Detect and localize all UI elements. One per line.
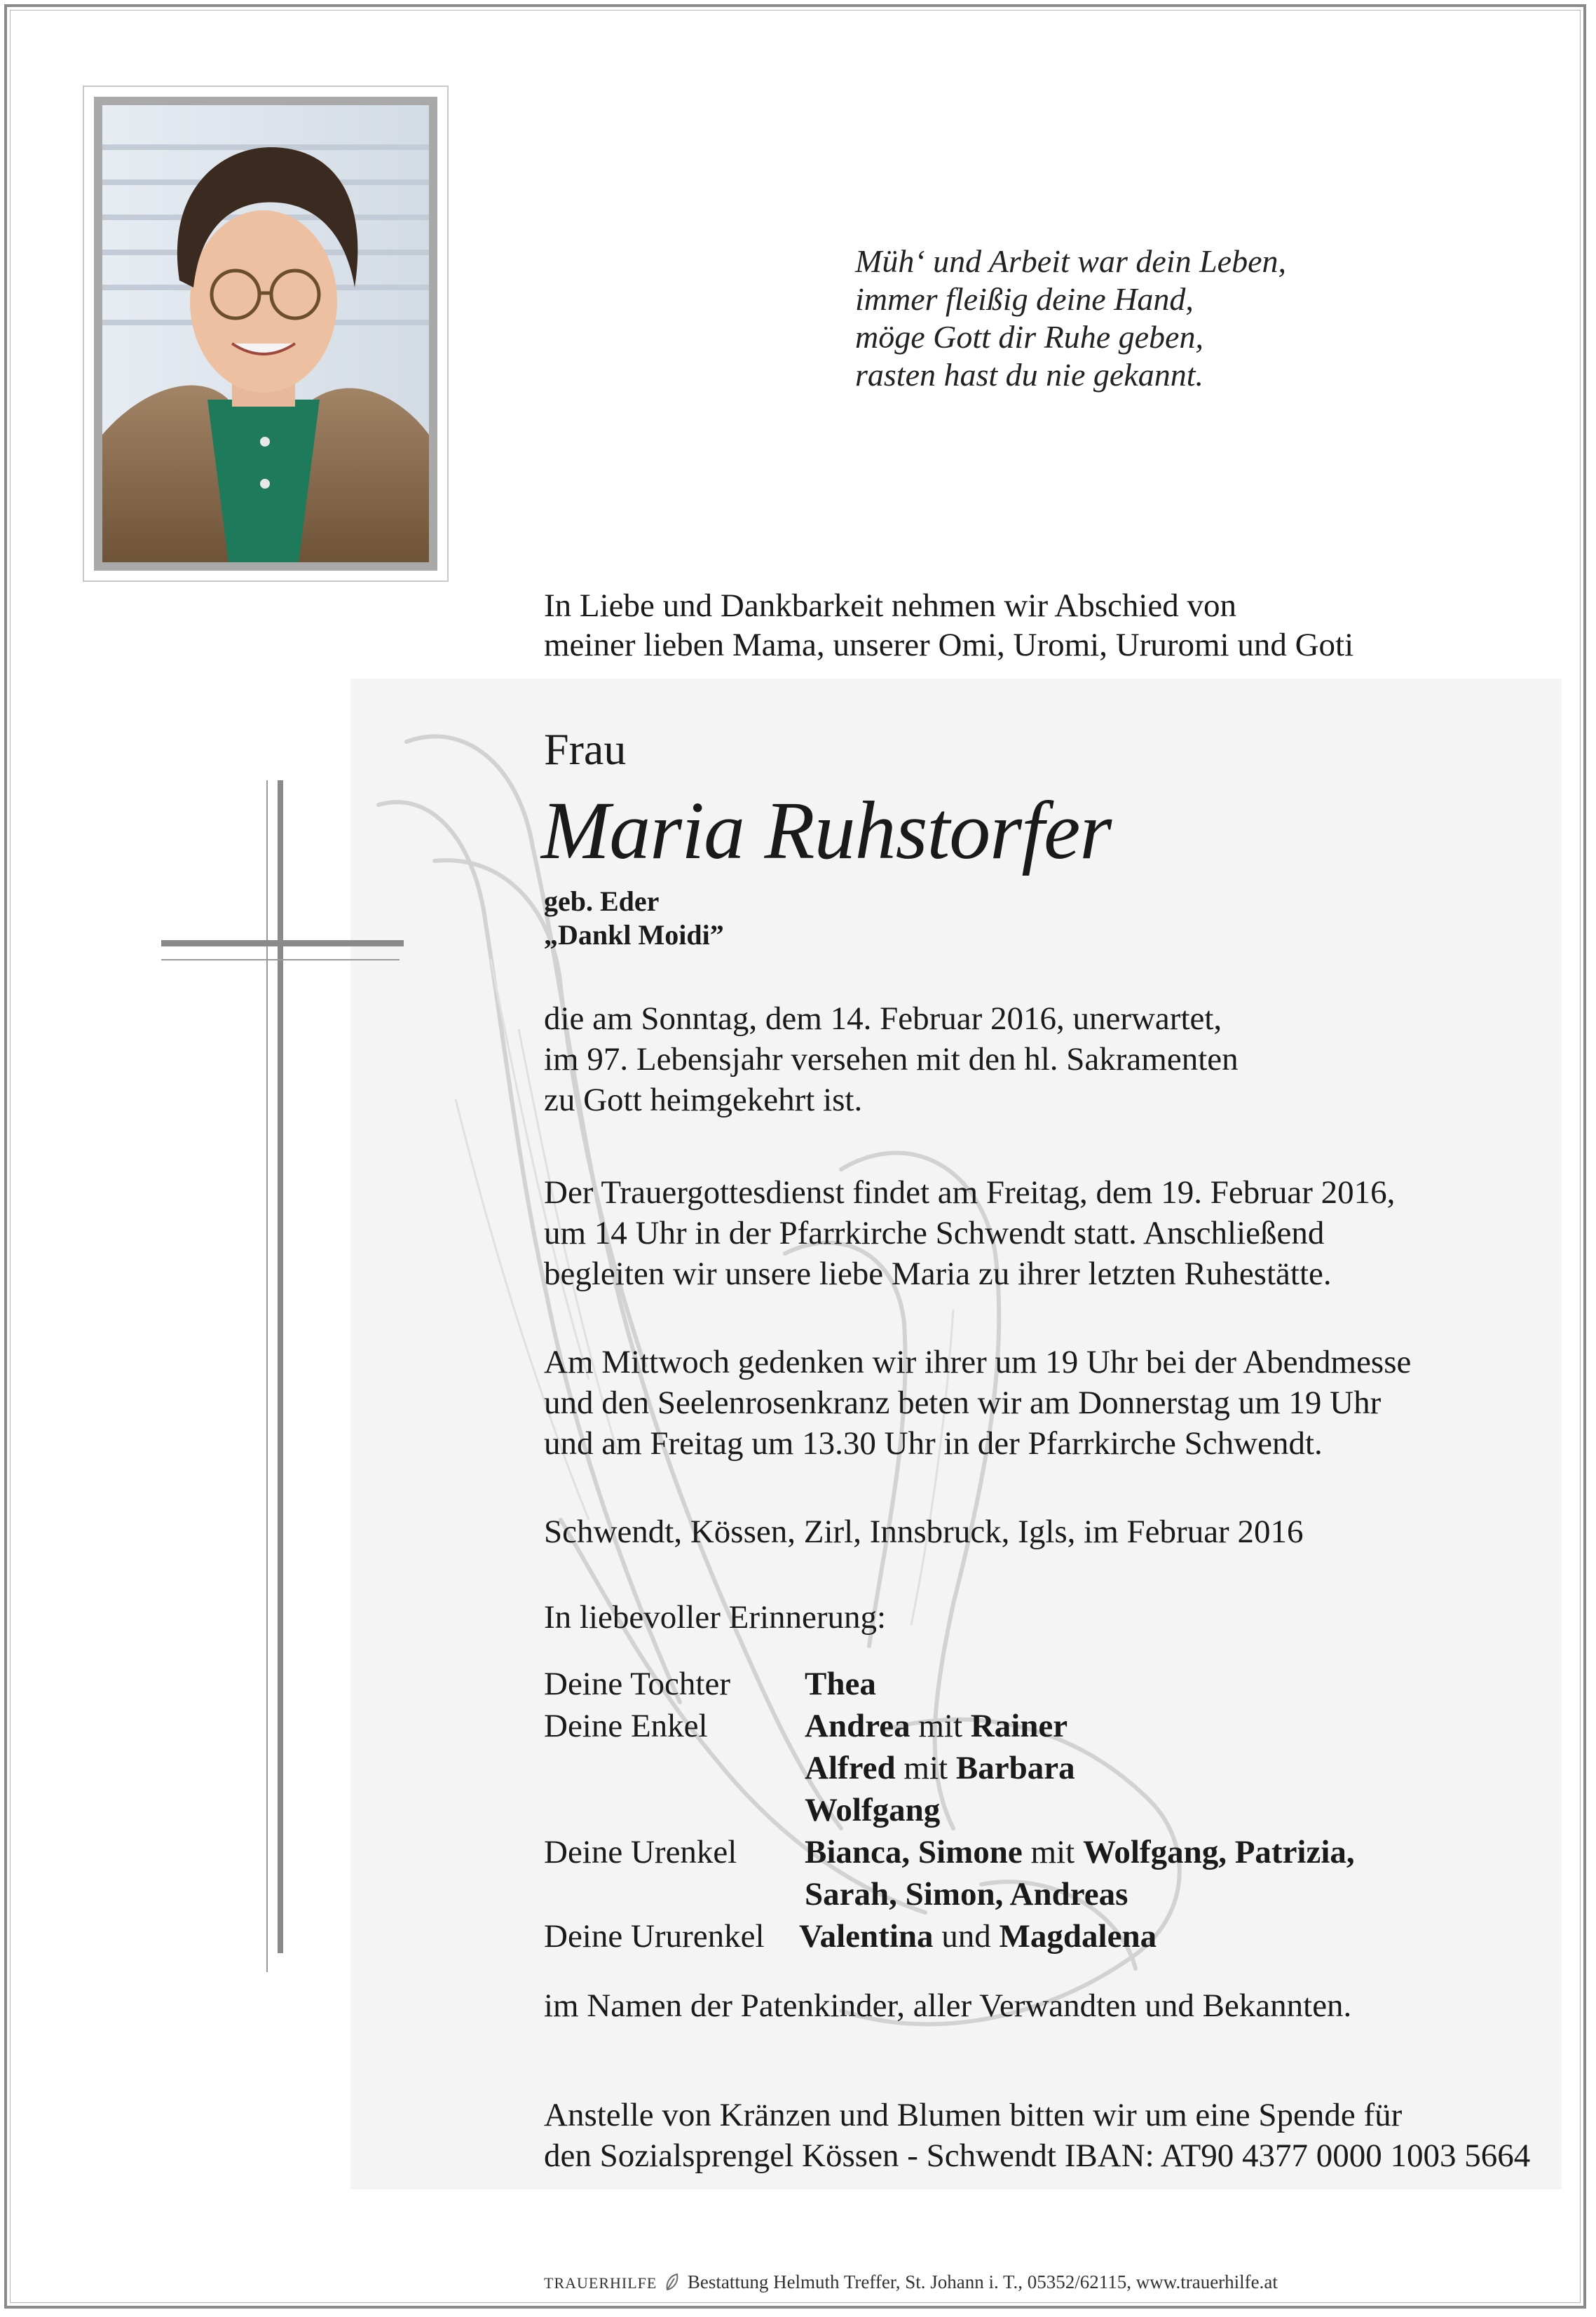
death-line: im 97. Lebensjahr versehen mit den hl. Sakramenten [544,1041,1239,1078]
intro-text [544,586,1353,665]
intro-line: In Liebe und Dankbarkeit nehmen wir Abschied von [544,587,1237,624]
poem [855,243,1286,394]
family-name: Bianca, Simone [805,1834,1023,1870]
death-line: zu Gott heimgekehrt ist. [544,1082,863,1118]
cross-horizontal-bar [161,940,404,946]
leaf-icon [664,2273,680,2291]
prayers-line: Am Mittwoch gedenken wir ihrer um 19 Uhr bei der Abendmesse [544,1344,1412,1380]
intro-line: meiner lieben Mama, unserer Omi, Uromi, Ururomi und Goti [544,627,1354,663]
place-date: Schwendt, Kössen, Zirl, Innsbruck, Igls, im Februar 2016 [544,1514,1304,1550]
relation-label: Deine Urenkel [544,1834,737,1870]
donation-paragraph [544,2095,1530,2176]
prayers-paragraph [544,1342,1411,1464]
donation-line: Anstelle von Kränzen und Blumen bitten wir um eine Spende für [544,2097,1403,2133]
prayers-line: und den Seelenrosenkranz beten wir am Donnerstag um 19 Uhr [544,1385,1382,1421]
connector: mit [1030,1834,1075,1870]
prayers-line: und am Freitag um 13.30 Uhr in der Pfarrkirche Schwendt. [544,1425,1323,1462]
donation-line: den Sozialsprengel Kössen - Schwendt IBAN: AT90 4377 0000 1003 5664 [544,2138,1531,2174]
death-line: die am Sonntag, dem 14. Februar 2016, unerwartet, [544,1000,1222,1037]
death-paragraph [544,998,1239,1120]
poem-line: möge Gott dir Ruhe geben, [855,319,1203,355]
cross-horizontal-thin [161,959,400,960]
family-name: Sarah, Simon, Andreas [805,1876,1128,1912]
family-name: Wolfgang, Patrizia, [1082,1834,1355,1870]
family-name: Magdalena [999,1918,1157,1955]
family-name: Valentina [799,1918,934,1955]
deceased-title: Frau [544,724,627,774]
family-name: Thea [805,1666,876,1702]
family-name: Andrea [805,1708,910,1744]
deceased-details [544,885,724,952]
memory-label: In liebevoller Erinnerung: [544,1599,887,1636]
portrait-mat [94,97,437,571]
family-name: Alfred [805,1750,896,1786]
relation-label: Deine Enkel [544,1708,708,1744]
family-name: Barbara [955,1750,1075,1786]
connector: mit [918,1708,963,1744]
funeral-line: um 14 Uhr in der Pfarrkirche Schwendt statt. Anschließend [544,1215,1325,1251]
family-name: Wolfgang [805,1792,941,1828]
deceased-name: Maria Ruhstorfer [541,784,1112,876]
poem-line: immer fleißig deine Hand, [855,281,1194,317]
family-name: Rainer [970,1708,1068,1744]
portrait-photo [102,105,429,562]
poem-line: rasten hast du nie gekannt. [855,357,1203,393]
birth-name: geb. Eder [544,885,660,917]
footer [544,2271,1278,2293]
poem-line: Müh‘ und Arbeit war dein Leben, [855,243,1286,279]
others-line: im Namen der Patenkinder, aller Verwandten und Bekannten. [544,1988,1352,2024]
footer-text: Bestattung Helmuth Treffer, St. Johann i. T., 05352/62115, www.trauerhilfe.at [687,2271,1278,2292]
nickname: „Dankl Moidi” [544,919,724,951]
relation-label: Deine Ururenkel [544,1918,765,1955]
connector: mit [903,1750,948,1786]
connector: und [941,1918,991,1955]
funeral-line: begleiten wir unsere liebe Maria zu ihrer letzten Ruhestätte. [544,1256,1332,1292]
footer-brand: TRAUERHILFE [544,2274,657,2292]
portrait-frame [83,86,449,582]
cross-vertical-bar [278,780,283,1953]
funeral-paragraph [544,1172,1395,1294]
funeral-line: Der Trauergottesdienst findet am Freitag, dem 19. Februar 2016, [544,1174,1396,1211]
relation-label: Deine Tochter [544,1666,730,1702]
